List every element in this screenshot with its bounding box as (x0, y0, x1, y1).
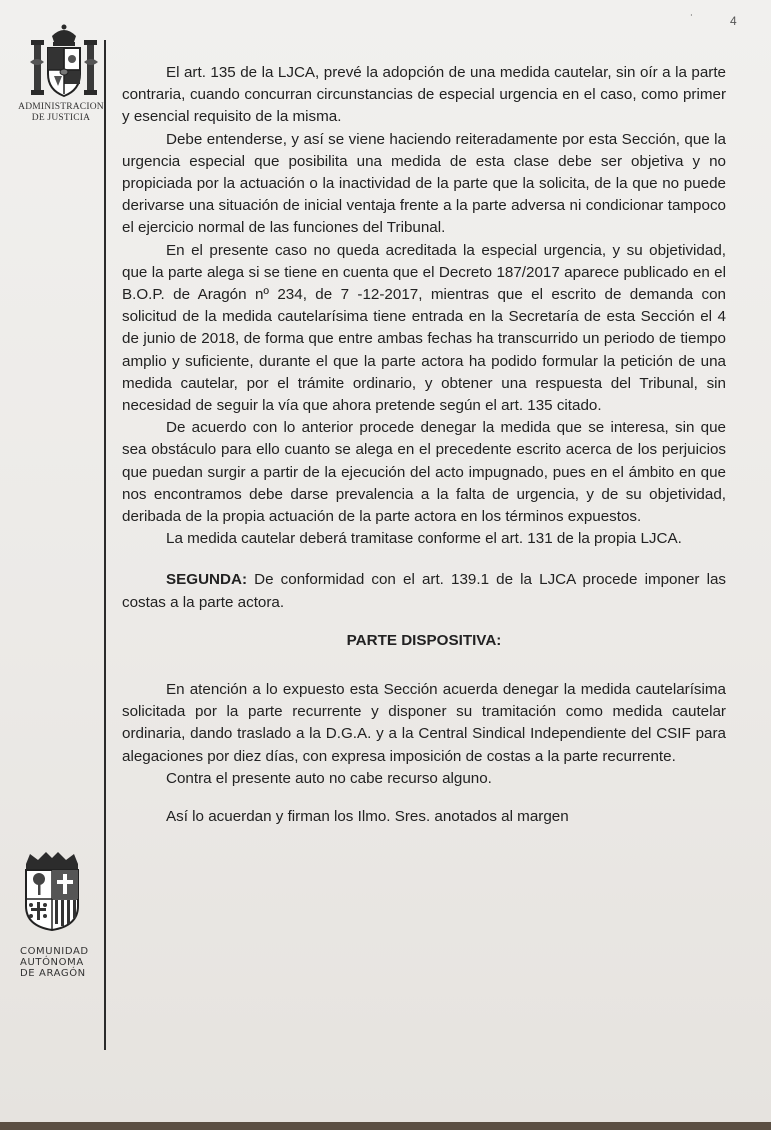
footer-logo-line-2: AUTÓNOMA (20, 957, 84, 968)
document-body (122, 62, 726, 828)
paragraph-urgencia-art-135: El art. 135 de la LJCA, prevé la adopción de una medida cautelar, sin oír a la parte contraria, cuando concurran circunstancias de especial urgencia en el caso, como primer y esencial requisito de la misma. (122, 64, 726, 126)
administracion-justicia-logo (18, 22, 108, 124)
corner-dot: ˙ (690, 12, 694, 26)
footer-logo-line-1: COMUNIDAD (20, 946, 89, 957)
paragraph-segunda (122, 569, 726, 613)
page-mark: 4 (730, 14, 737, 28)
margin-rule (104, 40, 106, 1050)
segunda-text: De conformidad con el art. 139.1 de la LJCA procede imponer las costas a la parte actora. (122, 571, 726, 611)
logo-caption-line-2: DE JUSTICIA (31, 113, 91, 123)
paragraph-firma: Así lo acuerdan y firman los Ilmo. Sres. anotados al margen (166, 808, 569, 826)
paragraph-tramitacion: La medida cautelar deberá tramitase conforme el art. 131 de la propia LJCA. (166, 530, 682, 548)
segunda-label: SEGUNDA: (166, 571, 248, 589)
paragraph-denegar-medida: De acuerdo con lo anterior procede denegar la medida que se interesa, sin que sea obstáculo para ello cuanto se alega en el precedente escrito acerca de los perjuicios que puedan surgir a partir de la ejecución del acto impugnado, pues en el ámbito en que nos encontramos debe darse prevalencia a la falta de urgencia, y de su objetividad, deribada de la propia actuación de la parte actora en los términos expuestos. (122, 419, 726, 526)
comunidad-aragon-logo (16, 850, 96, 979)
spain-coat-of-arms-icon (24, 22, 104, 102)
logo-caption-line-1: ADMINISTRACION (18, 102, 104, 112)
paragraph-acuerdo: En atención a lo expuesto esta Sección acuerda denegar la medida cautelarísima solicitada por la parte recurrente y disponer su tramitación como medida cautelar ordinaria, dando traslado a la D.G.A. y a la Central Sindical Independiente del CSIF para alegaciones por diez días, con expresa imposición de costas a la parte recurrente. (122, 681, 726, 765)
paragraph-sin-recurso: Contra el presente auto no cabe recurso alguno. (166, 769, 492, 787)
footer-logo-line-3: DE ARAGÓN (20, 968, 86, 979)
aragon-coat-of-arms-icon (20, 850, 84, 932)
paragraph-urgencia-objetiva: Debe entenderse, y así se viene haciendo reiteradamente por esta Sección, que la urgencia especial que posibilita una medida de esta clase debe ser objetiva y no propiciada por la actuación o la inactividad de la parte que la solicita, de la que no puede derivarse una situación de inicial ventaja frente a la parte adversa ni condicionar tampoco el ejercicio normal de las funciones del Tribunal. (122, 130, 726, 237)
parte-dispositiva-heading: PARTE DISPOSITIVA: (346, 631, 502, 649)
paragraph-presente-caso: En el presente caso no queda acreditada la especial urgencia, y su objetividad, que la parte alega si se tiene en cuenta que el Decreto 187/2017 aparece publicado en el B.O.P. de Aragón nº 234, de 7 -12-2017, mientras que el escrito de demanda con solicitud de la medida cautelarísima tiene entrada en la Secretaría de esta Sección el 4 de junio de 2018, de forma que entre ambas fechas ha transcurrido un periodo de tiempo amplio y suficiente, durante el que la parte actora ha podido formular la petición de una medida cautelar, por el trámite ordinario, y obtener una respuesta del Tribunal, sin necesidad de seguir la vía que ahora pretende según el art. 135 citado. (122, 241, 726, 415)
photo-bottom-edge (0, 1122, 771, 1130)
